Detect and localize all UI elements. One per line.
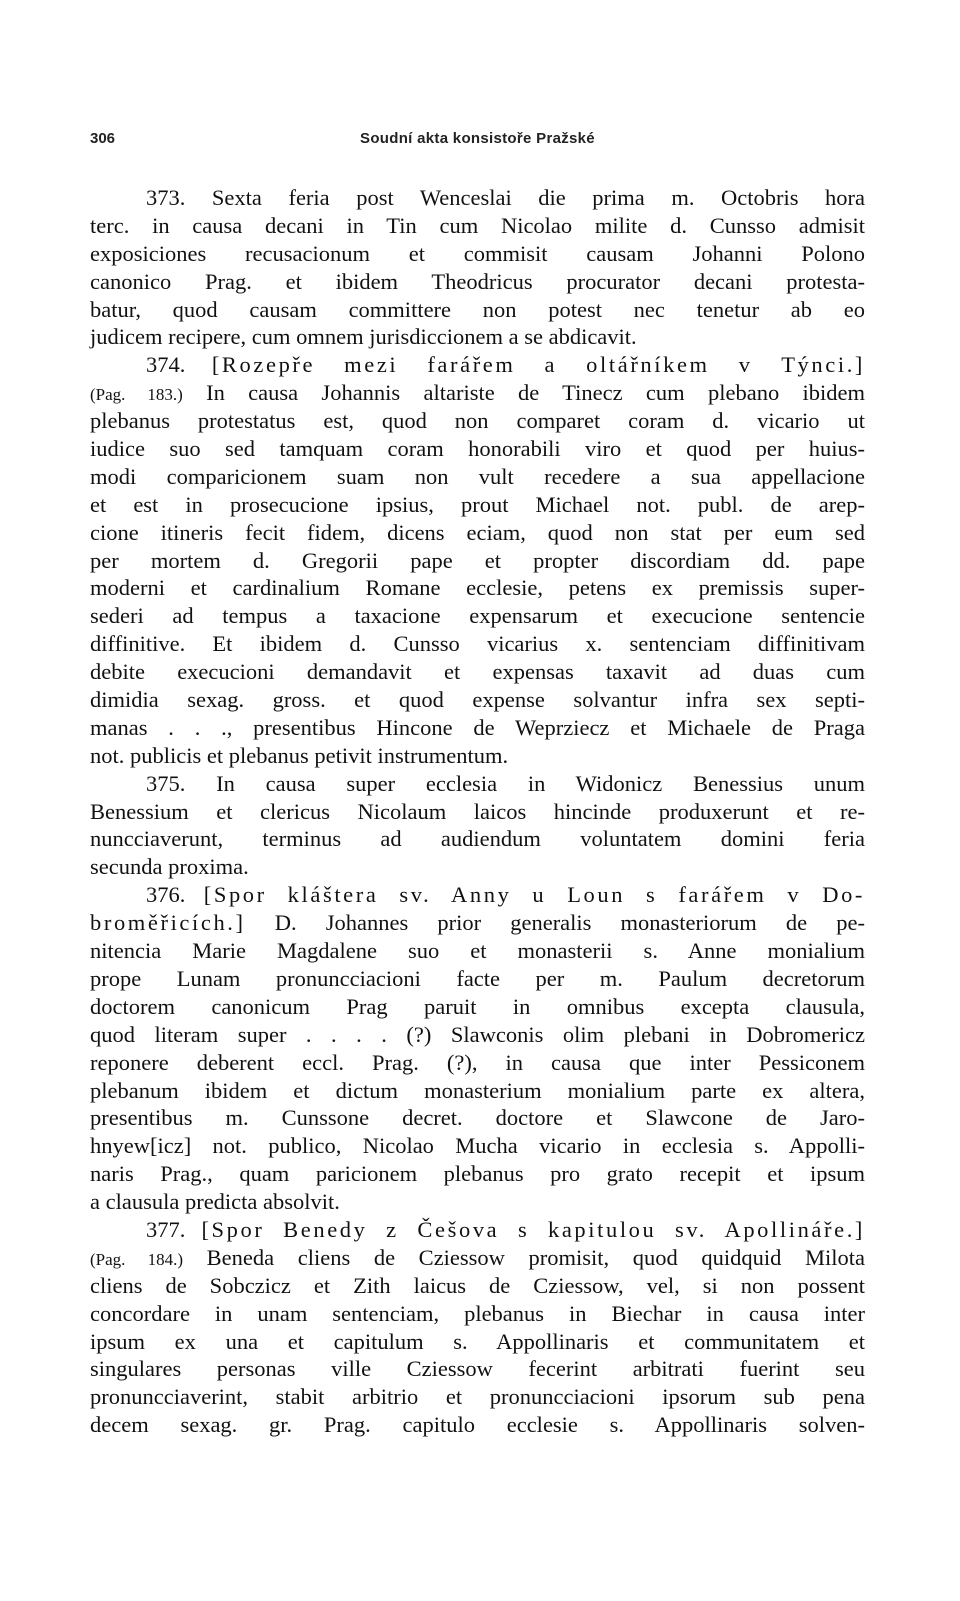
text-line: judicem recipere, cum omnem jurisdiccionem a se abdicavit. <box>90 324 637 350</box>
text-line: exposiciones recusacionum et commisit causam Johanni Polono <box>90 240 865 266</box>
text-line: a clausula predicta absolvit. <box>90 1189 340 1215</box>
text-line: dimidia sexag. gross. et quod expense solvantur infra sex septi- <box>90 687 865 713</box>
running-head <box>90 130 865 154</box>
text-column <box>90 184 865 1439</box>
text-line: plebanum ibidem et dictum monasterium monialium parte ex altera, <box>90 1077 865 1103</box>
text-line: batur, quod causam committere non potest nec tenetur ab eo <box>90 296 865 322</box>
entry-375 <box>90 770 865 882</box>
text-line: (Pag. 184.) Beneda cliens de Cziessow promisit, quod quidquid Milota <box>90 1244 865 1270</box>
text-line <box>90 881 865 909</box>
text-line: moderni et cardinalium Romane ecclesie, petens ex premissis super- <box>90 575 865 601</box>
text-line: cliens de Sobczicz et Zith laicus de Cziessow, vel, si non possent <box>90 1272 865 1298</box>
text-line: et est in prosecucione ipsius, prout Michael not. publ. de arep- <box>90 491 865 517</box>
text-line: quod literam super . . . . (?) Slawconis olim plebani in Dobromericz <box>90 1021 865 1047</box>
entry-heading: [Spor kláštera sv. Anny u Loun s farářem v Do- <box>203 882 866 908</box>
page-header-title: Soudní akta konsistoře Pražské <box>360 130 595 147</box>
entry-number: 376. <box>146 882 186 908</box>
text-line: 373. Sexta feria post Wenceslai die prima m. Octobris hora <box>146 185 866 210</box>
text-line: prope Lunam pronuncciacioni facte per m. Paulum decretorum <box>90 965 865 991</box>
text-line: (Pag. 183.) In causa Johannis altariste de Tinecz cum plebano ibidem <box>90 380 865 406</box>
entry-373 <box>90 184 865 351</box>
page-number: 306 <box>90 130 116 147</box>
text-line: Benessium et clericus Nicolaum laicos hincinde produxerunt et re- <box>90 798 865 824</box>
entry-376 <box>90 881 865 1216</box>
text-line: canonico Prag. et ibidem Theodricus procurator decani protesta- <box>90 268 865 294</box>
text-line: nitencia Marie Magdalene suo et monasterii s. Anne monialium <box>90 938 865 964</box>
text-line: manas . . ., presentibus Hincone de Weprziecz et Michaele de Praga <box>90 714 865 740</box>
page-reference: (Pag. 184.) <box>90 1249 184 1269</box>
text-line: debite execucioni demandavit et expensas taxavit ad duas cum <box>90 659 865 685</box>
text-line: naris Prag., quam paricionem plebanus pro grato recepit et ipsum <box>90 1161 865 1187</box>
text-line: modi comparicionem suam non vult recedere a sua appellacione <box>90 463 865 489</box>
entry-number: 373. <box>146 185 186 210</box>
text-line: decem sexag. gr. Prag. capitulo ecclesie s. Appollinaris solven- <box>90 1412 865 1438</box>
text-line: sederi ad tempus a taxacione expensarum et execucione sentencie <box>90 603 865 629</box>
text-line: nuncciaverunt, terminus ad audiendum voluntatem domini feria <box>90 826 865 852</box>
text-line: not. publicis et plebanus petivit instrumentum. <box>90 742 509 768</box>
text-line: secunda proxima. <box>90 854 249 880</box>
text-line: broměřicích.] D. Johannes prior generalis monasteriorum de pe- <box>90 910 865 936</box>
text-line: iudice suo sed tamquam coram honorabili viro et quod per huius- <box>90 436 865 462</box>
text-line: per mortem d. Gregorii pape et propter discordiam dd. pape <box>90 547 865 573</box>
text-line: terc. in causa decani in Tin cum Nicolao milite d. Cunsso admisit <box>90 212 865 238</box>
text-line: reponere deberent eccl. Prag. (?), in causa que inter Pessiconem <box>90 1049 865 1075</box>
text-line <box>90 351 865 379</box>
text-line <box>90 1216 865 1244</box>
text-line: doctorem canonicum Prag paruit in omnibus excepta clausula, <box>90 993 865 1019</box>
entry-374 <box>90 351 865 769</box>
text-line: plebanus protestatus est, quod non comparet coram d. vicario ut <box>90 408 865 434</box>
text-line: cione itineris fecit fidem, dicens eciam, quod non stat per eum sed <box>90 519 865 545</box>
entry-heading-continued: broměřicích.] <box>90 910 246 936</box>
text-line: 375. In causa super ecclesia in Widonicz Benessius unum <box>146 770 866 796</box>
text-line: diffinitive. Et ibidem d. Cunsso vicarius x. sentenciam diffinitivam <box>90 631 865 657</box>
text-line: hnyew[icz] not. publico, Nicolao Mucha vicario in ecclesia s. Appolli- <box>90 1133 865 1159</box>
text-line: concordare in unam sentenciam, plebanus in Biechar in causa inter <box>90 1300 865 1326</box>
entry-heading: [Rozepře mezi farářem a oltářníkem v Týnci.] <box>211 352 866 378</box>
entry-377 <box>90 1216 865 1439</box>
entry-number: 377. <box>146 1216 186 1242</box>
entry-number: 374. <box>146 352 186 378</box>
text-line: pronuncciaverint, stabit arbitrio et pronuncciacioni ipsorum sub pena <box>90 1384 865 1410</box>
text-line: singulares personas ville Cziessow fecerint arbitrati fuerint seu <box>90 1356 865 1382</box>
text-line: ipsum ex una et capitulum s. Appollinaris et communitatem et <box>90 1328 865 1354</box>
text-line: presentibus m. Cunssone decret. doctore et Slawcone de Jaro- <box>90 1105 865 1131</box>
entry-number: 375. <box>146 770 186 796</box>
page-reference: (Pag. 183.) <box>90 385 183 405</box>
entry-heading: [Spor Benedy z Češova s kapitulou sv. Apollináře.] <box>201 1216 866 1242</box>
